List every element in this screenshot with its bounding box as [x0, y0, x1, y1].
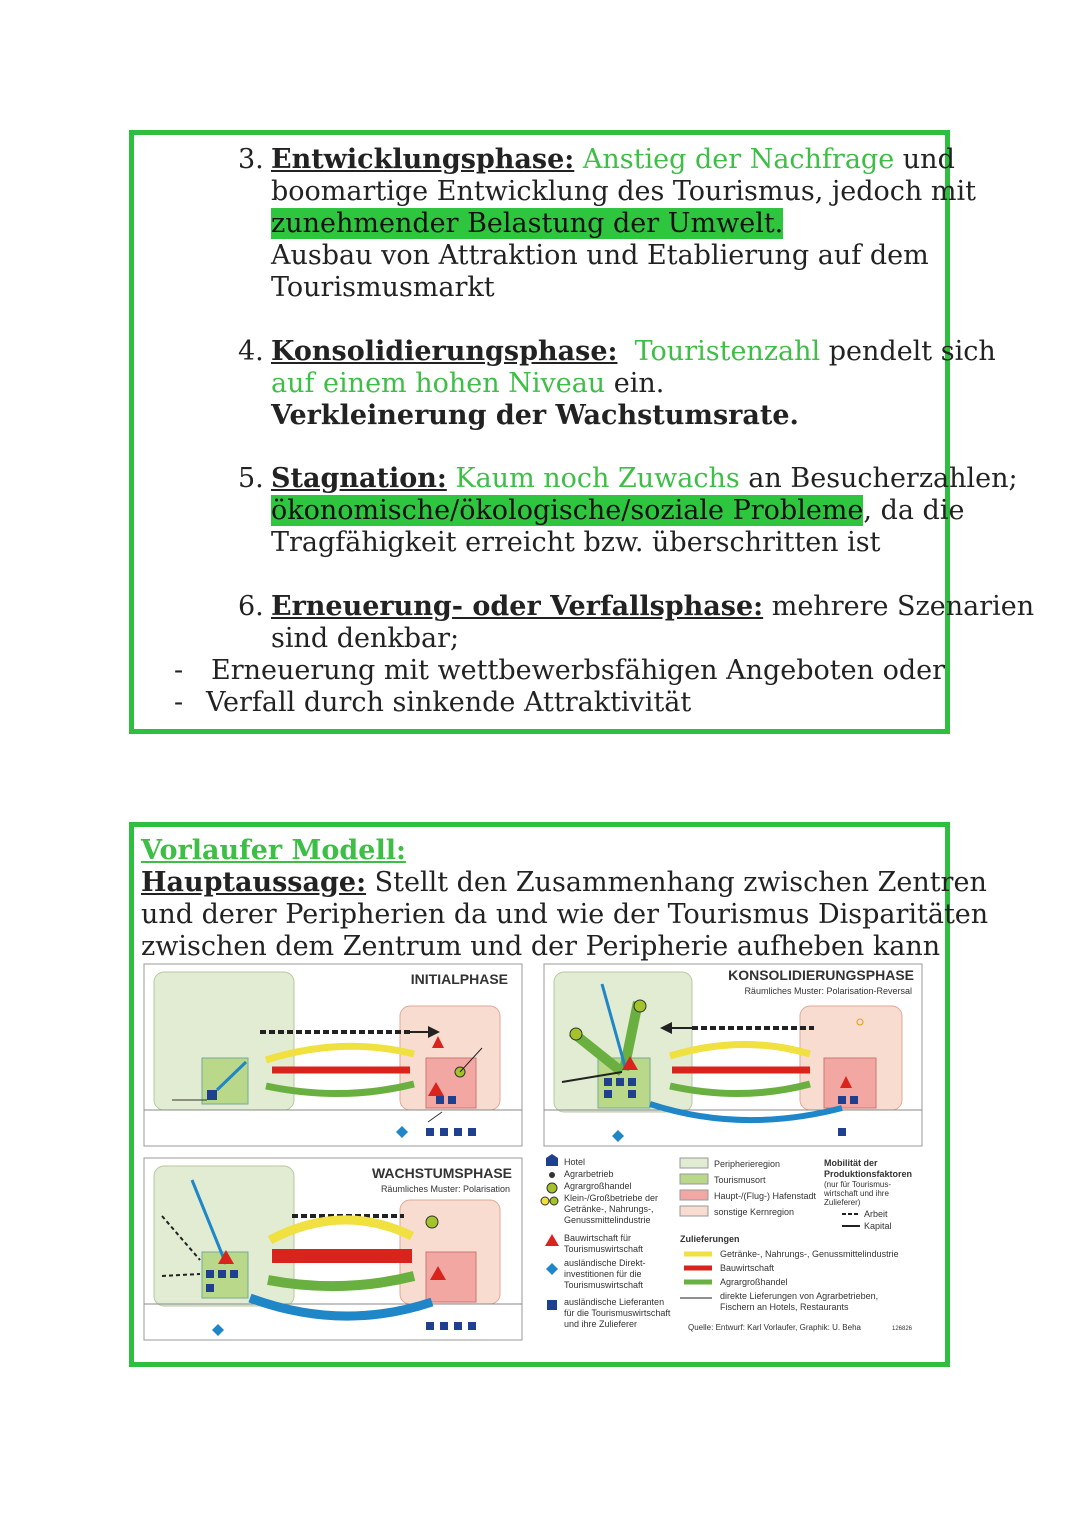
- initial-title: INITIALPHASE: [410, 971, 508, 987]
- phase4-rest1: pendelt sich: [820, 336, 996, 367]
- phase5-green: Kaum noch Zuwachs: [455, 463, 740, 494]
- phase3-number: 3.: [238, 144, 264, 175]
- region1: Tourismusort: [714, 1175, 766, 1185]
- leg13: und ihre Zulieferer: [564, 1319, 638, 1329]
- phase3-line4: Ausbau von Attraktion und Etablierung auf dem: [271, 240, 929, 271]
- source: Quelle: Entwurf: Karl Vorlaufer, Graphik: U. Beha: [688, 1323, 861, 1332]
- legend-left-list: [564, 1157, 671, 1329]
- leg7: Tourismuswirtschaft: [564, 1244, 644, 1254]
- leg2: Agrargroßhandel: [564, 1181, 632, 1191]
- vorlaufer-line3: zwischen dem Zentrum und der Peripherie aufheben kann: [141, 931, 941, 962]
- phase5-highlight: ökonomische/ökologische/soziale Probleme: [271, 495, 864, 526]
- phase4-green2: auf einem hohen Niveau: [271, 368, 606, 399]
- phase6-bullet1: Erneuerung mit wettbewerbsfähigen Angeboten oder: [211, 655, 946, 686]
- leg1: Agrarbetrieb: [564, 1169, 614, 1179]
- kapital: Kapital: [864, 1221, 892, 1231]
- phase5-rest1: an Besucherzahlen;: [739, 463, 1018, 494]
- phase3-line3: [271, 208, 783, 240]
- leg10: Tourismuswirtschaft: [564, 1280, 644, 1290]
- phase4-line2: [271, 368, 664, 400]
- leg4: Getränke-, Nahrungs-,: [564, 1204, 654, 1214]
- mob-sub2: Zulieferer): [824, 1198, 861, 1207]
- phase4-number: 4.: [238, 336, 264, 367]
- phase4-rest2: ein.: [605, 368, 665, 399]
- phase3-line5: Tourismusmarkt: [271, 272, 495, 303]
- konsol-title: KONSOLIDIERUNGSPHASE: [728, 967, 914, 983]
- legend: [541, 1154, 913, 1332]
- vorlaufer-line2: und derer Peripherien da und wie der Tourismus Disparitäten: [141, 899, 989, 930]
- phase5-rest2: , da die: [863, 495, 965, 526]
- phase4-title: Konsolidierungsphase:: [271, 336, 618, 367]
- phase6-line1: [271, 591, 1034, 623]
- zulief4: Fischern an Hotels, Restaurants: [720, 1302, 849, 1312]
- region3: sonstige Kernregion: [714, 1207, 795, 1217]
- arbeit: Arbeit: [864, 1209, 888, 1219]
- phase3-rest: und: [894, 144, 955, 175]
- zulief2: Agrargroßhandel: [720, 1277, 788, 1287]
- bullet2-dash: -: [174, 687, 184, 718]
- mob-sub1: wirtschaft und ihre: [824, 1189, 889, 1198]
- leg9: investitionen für die: [564, 1269, 642, 1279]
- phase3-title: Entwicklungsphase:: [271, 144, 575, 175]
- phase6-number: 6.: [238, 591, 264, 622]
- leg3: Klein-/Großbetriebe der: [564, 1193, 659, 1203]
- mob-sub0: (nur für Tourismus-: [824, 1180, 891, 1189]
- phase5-line2: [271, 495, 964, 527]
- panel-initialphase: [144, 964, 522, 1146]
- vorlaufer-heading: [141, 835, 406, 867]
- mob-title2: Produktionsfaktoren: [824, 1169, 913, 1179]
- bullet1-dash: -: [174, 655, 184, 686]
- code: 126826: [892, 1326, 913, 1332]
- phase5-line1: [271, 463, 1018, 495]
- zulief0: Getränke-, Nahrungs-, Genussmittelindustrie: [720, 1249, 899, 1259]
- vorlaufer-diagram: [142, 962, 932, 1344]
- wachstum-sub: Räumliches Muster: Polarisation: [380, 1184, 510, 1194]
- phase4-line1: [271, 336, 996, 368]
- vorlaufer-label: Hauptaussage:: [141, 867, 367, 898]
- phase6-line2: sind denkbar;: [271, 623, 460, 654]
- panel-konsolidierung: [544, 964, 922, 1146]
- leg8: ausländische Direkt-: [564, 1258, 646, 1268]
- phase6-title: Erneuerung- oder Verfallsphase:: [271, 591, 764, 622]
- phase5-number: 5.: [238, 463, 264, 494]
- wachstum-title: WACHSTUMSPHASE: [371, 1165, 512, 1181]
- zulief3: direkte Lieferungen von Agrarbetrieben,: [720, 1291, 879, 1301]
- leg12: für die Tourismuswirtschaft: [564, 1308, 671, 1318]
- mob-title1: Mobilität der: [824, 1158, 878, 1168]
- phase3-line1: [271, 144, 955, 176]
- panel-wachstum: [144, 1158, 522, 1340]
- phase5-title: Stagnation:: [271, 463, 447, 494]
- leg11: ausländische Lieferanten: [564, 1297, 665, 1307]
- phase5-line3: Tragfähigkeit erreicht bzw. überschritten ist: [271, 527, 881, 558]
- leg6: Bauwirtschaft für: [564, 1233, 632, 1243]
- leg5: Genussmittelindustrie: [564, 1215, 651, 1225]
- region2: Haupt-/(Flug-) Hafenstadt: [714, 1191, 817, 1201]
- phase6-bullet2: Verfall durch sinkende Attraktivität: [206, 687, 692, 718]
- phase3-line2: boomartige Entwicklung des Tourismus, jedoch mit: [271, 176, 976, 207]
- zulief-title: Zulieferungen: [680, 1234, 740, 1244]
- vorlaufer-line1: [141, 867, 987, 899]
- zulief1: Bauwirtschaft: [720, 1263, 775, 1273]
- phase3-highlight: zunehmender Belastung der Umwelt.: [271, 208, 784, 239]
- phase4-green1: Touristenzahl: [634, 336, 821, 367]
- region0: Peripherieregion: [714, 1159, 781, 1169]
- phase6-rest1: mehrere Szenarien: [763, 591, 1035, 622]
- vorlaufer-line1-text: Stellt den Zusammenhang zwischen Zentren: [366, 867, 987, 898]
- phase3-green: Anstieg der Nachfrage: [582, 144, 895, 175]
- vorlaufer-heading-text: Vorlaufer Modell:: [141, 835, 406, 866]
- phase4-bold: Verkleinerung der Wachstumsrate.: [271, 400, 799, 431]
- konsol-sub: Räumliches Muster: Polarisation-Reversal: [744, 986, 912, 996]
- leg0: Hotel: [564, 1157, 586, 1167]
